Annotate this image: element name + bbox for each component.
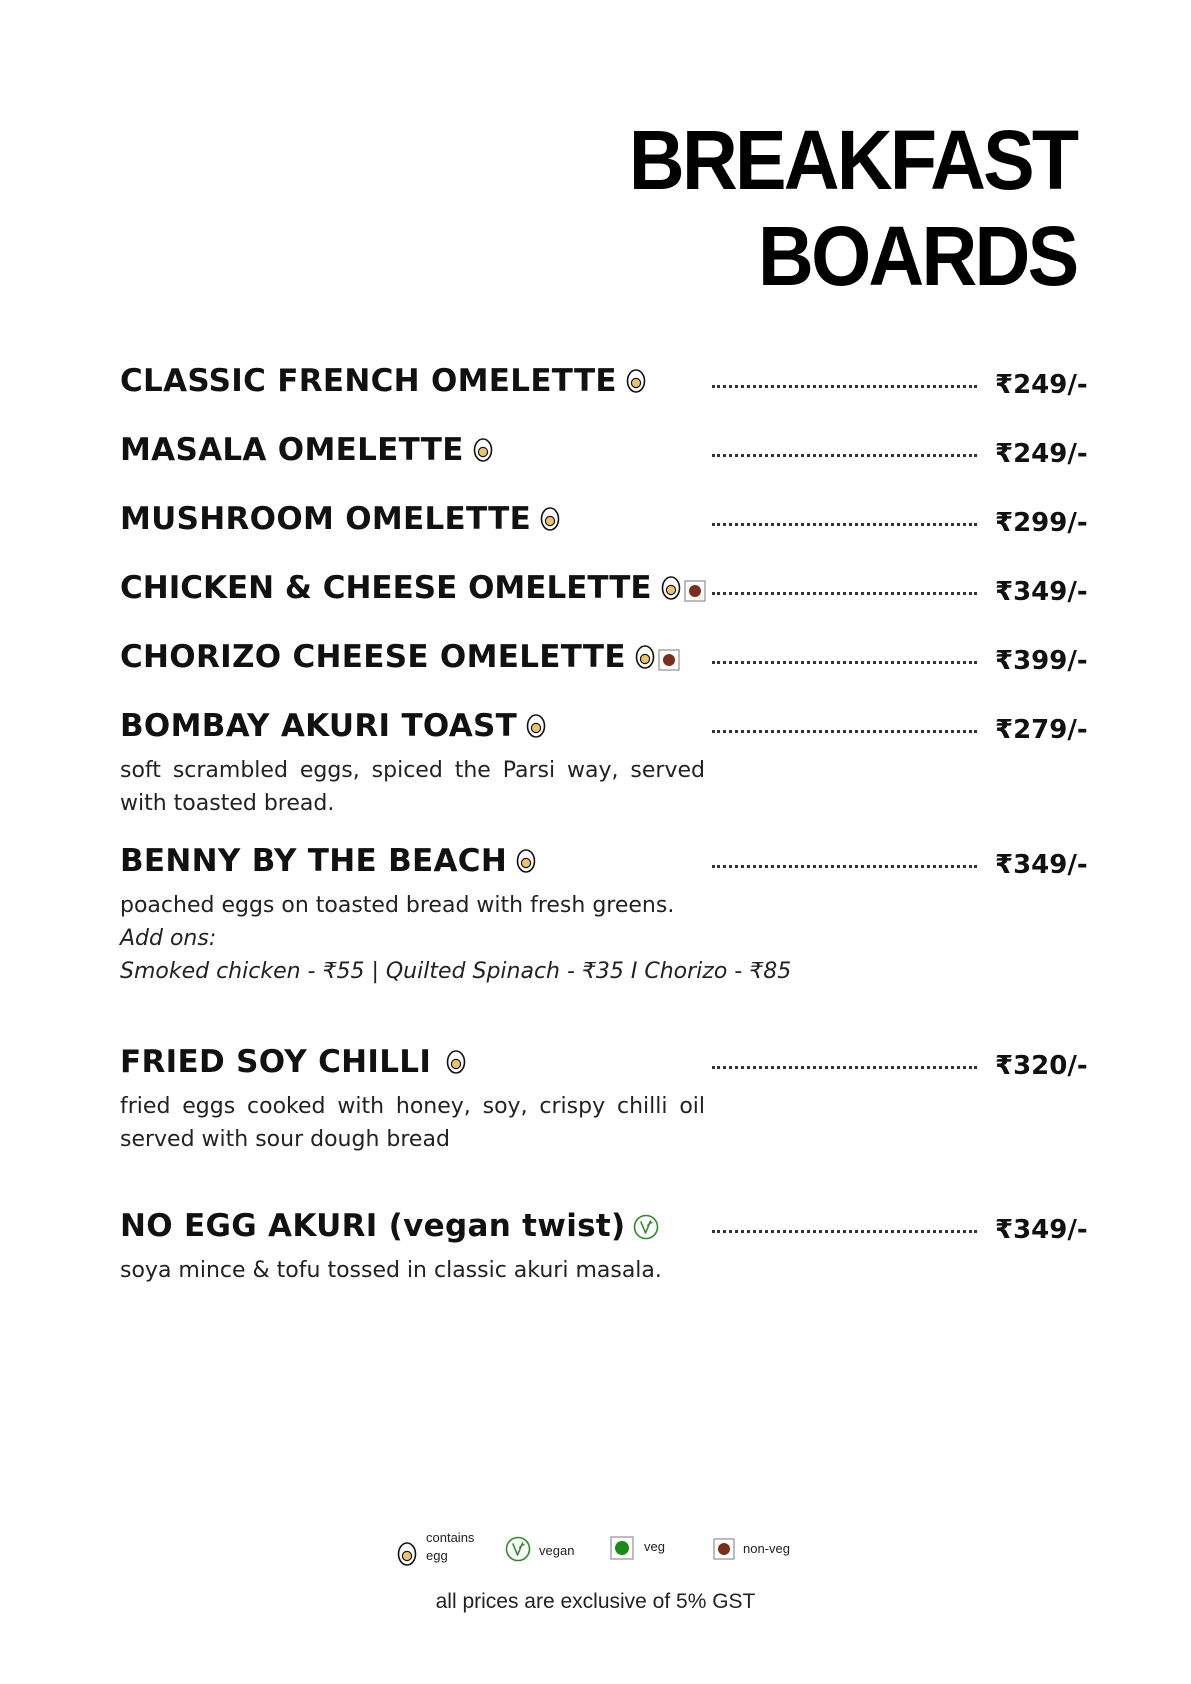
legend-egg-label-2: egg <box>426 1548 448 1563</box>
menu-item-name: NO EGG AKURI (vegan twist) <box>120 1206 659 1250</box>
menu-item <box>120 1042 1088 1156</box>
egg-icon <box>660 572 682 612</box>
egg-icon <box>539 503 561 543</box>
gst-footnote: all prices are exclusive of 5% GST <box>435 1590 756 1613</box>
non-veg-icon <box>684 572 706 612</box>
menu-item-name: CHORIZO CHEESE OMELETTE <box>120 637 680 681</box>
menu-item-name: MASALA OMELETTE <box>120 430 494 474</box>
egg-icon <box>472 434 494 474</box>
menu-item <box>120 637 1088 681</box>
dot-leader <box>712 1066 977 1069</box>
menu-item <box>120 1206 1088 1287</box>
legend-egg-label-1: contains <box>426 1530 475 1545</box>
page-title-line-1: BREAKFAST <box>628 113 1076 207</box>
menu-item-price: ₹320/- <box>995 1051 1088 1081</box>
vegan-icon <box>633 1210 659 1250</box>
menu-item-description: poached eggs on toasted bread with fresh greens. <box>120 893 675 918</box>
egg-icon <box>515 845 537 885</box>
dot-leader <box>712 865 977 868</box>
menu-item-price: ₹349/- <box>995 577 1088 607</box>
menu-item <box>120 568 1088 612</box>
dot-leader <box>712 661 977 664</box>
menu-item-price: ₹249/- <box>995 370 1088 400</box>
egg-icon <box>445 1046 467 1086</box>
egg-icon <box>625 365 647 405</box>
menu-item-description: soft scrambled eggs, spiced the Parsi way, served with toasted bread. <box>120 758 705 816</box>
non-veg-icon <box>658 641 680 681</box>
menu-item-price: ₹399/- <box>995 646 1088 676</box>
menu-item-price: ₹299/- <box>995 508 1088 538</box>
menu-item-name: MUSHROOM OMELETTE <box>120 499 561 543</box>
menu-item <box>120 841 1088 988</box>
veg-icon <box>610 1536 634 1560</box>
dot-leader <box>712 454 977 457</box>
menu-item <box>120 499 1088 543</box>
dot-leader <box>712 730 977 733</box>
egg-icon <box>634 641 656 681</box>
legend-nonveg-label: non-veg <box>743 1541 790 1556</box>
menu-item-name: FRIED SOY CHILLI <box>120 1042 467 1086</box>
menu-item-price: ₹279/- <box>995 715 1088 745</box>
menu-item-description: soya mince & tofu tossed in classic akuri masala. <box>120 1258 662 1283</box>
menu-item-price: ₹249/- <box>995 439 1088 469</box>
menu-item-description: fried eggs cooked with honey, soy, crispy chilli oil served with sour dough bread <box>120 1094 705 1152</box>
menu-item-name: BOMBAY AKURI TOAST <box>120 706 547 750</box>
dot-leader <box>712 385 977 388</box>
legend-veg-label: veg <box>644 1539 665 1554</box>
dot-leader <box>712 592 977 595</box>
non-veg-icon <box>713 1538 735 1560</box>
addons-list: Smoked chicken - ₹55 | Quilted Spinach - ₹35 I Chorizo - ₹85 <box>120 959 792 984</box>
page-title-line-2: BOARDS <box>757 209 1076 303</box>
legend-vegan-label: vegan <box>539 1543 575 1558</box>
menu-item <box>120 361 1088 405</box>
menu-item-price: ₹349/- <box>995 1215 1088 1245</box>
dietary-legend <box>390 1530 840 1580</box>
addons-label: Add ons: <box>120 926 217 951</box>
menu-item <box>120 430 1088 474</box>
page-title <box>629 112 1076 304</box>
egg-icon <box>525 710 547 750</box>
menu-item <box>120 706 1088 820</box>
dot-leader <box>712 1230 977 1233</box>
menu-item-price: ₹349/- <box>995 850 1088 880</box>
menu-item-name: CHICKEN & CHEESE OMELETTE <box>120 568 706 612</box>
dot-leader <box>712 523 977 526</box>
vegan-icon <box>505 1536 531 1562</box>
menu-item-name: CLASSIC FRENCH OMELETTE <box>120 361 647 405</box>
menu-item-name: BENNY BY THE BEACH <box>120 841 537 885</box>
egg-icon <box>396 1540 418 1568</box>
